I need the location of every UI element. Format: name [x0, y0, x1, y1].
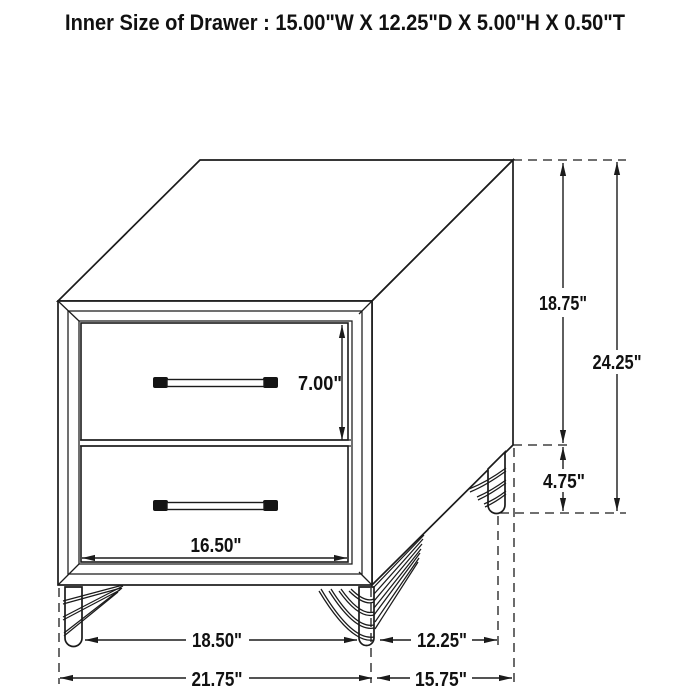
front-left-leg	[63, 585, 123, 646]
cabinet	[58, 160, 513, 585]
dimension-case-height	[539, 163, 587, 443]
dimension-label-leg-height: 4.75"	[543, 471, 585, 493]
dimension-leg-height	[543, 447, 585, 511]
dimension-label-drawer-face-width: 16.50"	[190, 535, 242, 557]
dimension-overall-depth	[377, 669, 512, 691]
dimension-overall-width	[60, 669, 372, 691]
dimension-label-case-height: 18.75"	[539, 293, 587, 315]
dimension-label-overall-depth: 15.75"	[415, 669, 467, 691]
dimension-label-overall-height: 24.25"	[592, 352, 642, 374]
dimension-label-overall-width: 21.75"	[191, 669, 243, 691]
dimension-side-leg-spacing	[380, 630, 497, 652]
dimension-overall-height	[593, 162, 642, 511]
drawing-title: Inner Size of Drawer : 15.00"W X 12.25"D X 5.00"H X 0.50"T	[65, 10, 626, 35]
dimension-label-front-leg-spacing: 18.50"	[192, 630, 242, 652]
dimension-front-leg-spacing	[85, 630, 357, 652]
dimension-label-drawer-face-height: 7.00"	[298, 373, 342, 395]
dimension-label-side-leg-spacing: 12.25"	[417, 630, 467, 652]
